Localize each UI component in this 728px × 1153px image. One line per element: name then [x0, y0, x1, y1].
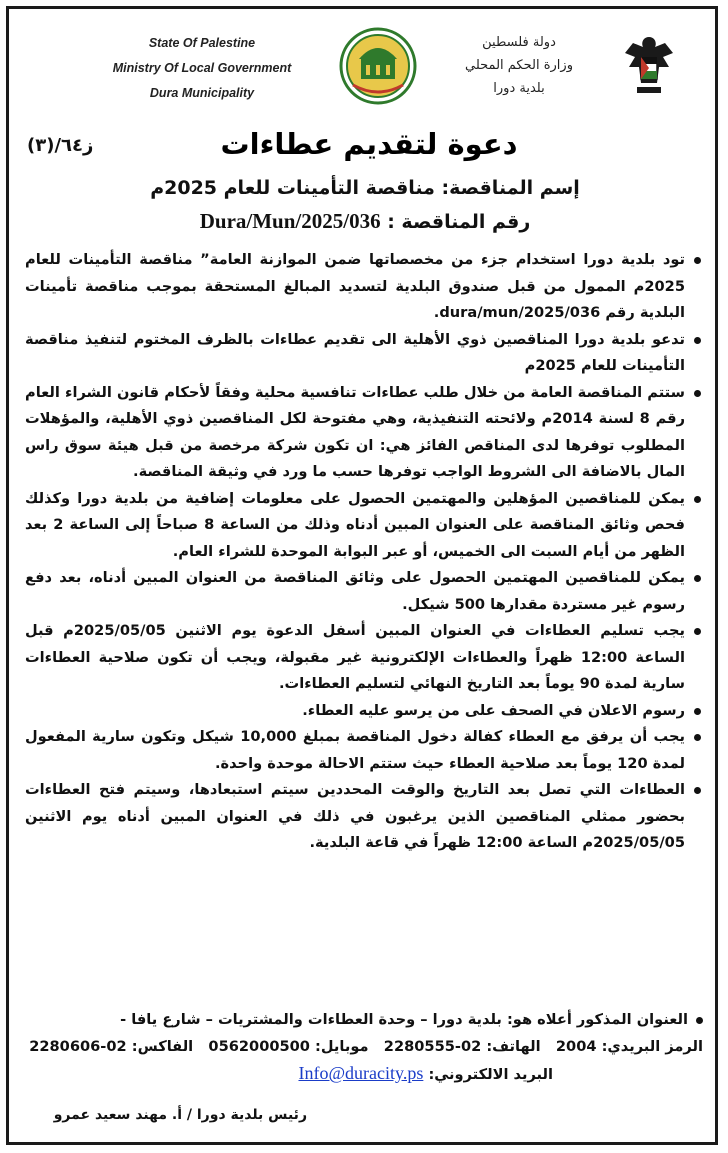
- tender-number-value: Dura/Mun/2025/036: [199, 209, 381, 233]
- signature-line: رئيس بلدية دورا / أ. مهند سعيد عمرو: [53, 1107, 307, 1123]
- title-row: [9, 127, 721, 171]
- contact-email-row: [25, 1060, 703, 1089]
- address-text: العنوان المذكور أعلاه هو: بلدية دورا – وحدة العطاءات والمشتريات – شارع يافا -: [120, 1011, 688, 1028]
- list-item: تود بلدية دورا استخدام جزء من مخصصاتها ضمن الموازنة العامة” مناقصة التأمينات للعام 2025م الممول من قبل صندوق البلدية لتسديد المبالغ المستحقة بموجب مناقصة تأمينات البلدية رقم dura/mun/2025/036.: [25, 247, 703, 327]
- dura-municipality-emblem-icon: [339, 27, 417, 105]
- list-item: العطاءات التي تصل بعد التاريخ والوقت المحددين سيتم استبعادها، وسيتم فتح العطاءات بحضور ممثلي المناقصين الذين يرغبون في ذلك في العنوان المبين أدناه يوم الاثنين 2025/05/05م الساعة 12:00 ظهراً في قاعة البلدية.: [25, 777, 703, 857]
- list-item: ستتم المناقصة العامة من خلال طلب عطاءات تنافسية محلية وفقاً لأحكام قانون الشراء العام رقم 8 لسنة 2014م ولائحته التنفيذية، وهي مفتوحة لكل المناقصين ذوي الأهلية، والمؤهلات المطلوب توفرها لدى المناقص الفائز هي: ان تكون شركة مرخصة من قبل هيئة سوق راس المال بالاضافة الى الشروط الواجب توفرها حسب ما ورد في وثيقة المناقصة.: [25, 380, 703, 486]
- bullet-icon: [696, 1017, 703, 1024]
- page-title: دعوة لتقديم عطاءات: [220, 127, 518, 161]
- email-link[interactable]: Info@duracity.ps: [298, 1063, 424, 1083]
- list-item: يجب تسليم العطاءات في العنوان المبين أسفل الدعوة يوم الاثنين 2025/05/05م قبل الساعة 12:00 ظهراً والعطاءات الإلكترونية غير مقبولة، ويجب أن تكون صلاحية العطاءات سارية لمدة 90 يوماً بعد التاريخ النهائي لتسليم العطاءات.: [25, 618, 703, 698]
- letterhead-arabic: [439, 31, 599, 100]
- en-ministry-line: Ministry Of Local Government: [112, 61, 292, 75]
- en-municipality-line: Dura Municipality: [149, 86, 255, 100]
- list-item: يمكن للمناقصين المؤهلين والمهتمين الحصول على معلومات إضافية من بلدية دورا وكذلك فحص وثائق المناقصة على العنوان المبين أدناه وذلك من الساعة 8 صباحاً إلى الساعة 2 بعد الظهر من أيام السبت الى الخميس، أو عبر البوابة الموحدة للشراء العام.: [25, 486, 703, 566]
- advertisement-frame: [6, 6, 718, 1145]
- list-item: يجب أن يرفق مع العطاء كفالة دخول المناقصة بمبلغ 10,000 شيكل وتكون سارية المفعول لمدة 120 يوماً بعد صلاحية العطاء حيث ستتم الاحالة موحدة واحدة.: [25, 724, 703, 777]
- mobile: موبايل: 0562000500: [208, 1037, 369, 1055]
- tender-name: إسم المناقصة: مناقصة التأمينات للعام 2025م: [150, 177, 580, 199]
- contact-address: [25, 1007, 703, 1034]
- letterhead: [9, 9, 721, 119]
- tender-number: [49, 209, 681, 234]
- list-item: تدعو بلدية دورا المناقصين ذوي الأهلية الى تقديم عطاءات بالظرف المختوم لتنفيذ مناقصة التأمينات للعام 2025م: [25, 327, 703, 380]
- tender-number-label: رقم المناقصة :: [387, 211, 531, 233]
- fax: الفاكس: 02-2280606: [29, 1037, 194, 1055]
- ar-state-line: دولة فلسطين: [482, 35, 556, 50]
- contact-numbers: [25, 1034, 703, 1061]
- po-box: الرمز البريدي: 2004: [555, 1037, 703, 1055]
- phone: الهاتف: 02-2280555: [383, 1037, 541, 1055]
- palestine-eagle-emblem-icon: [619, 31, 679, 103]
- ar-ministry-line: وزارة الحكم المحلي: [465, 58, 573, 73]
- tender-conditions-list: [25, 247, 703, 857]
- email-label: البريد الالكتروني:: [428, 1066, 553, 1083]
- contact-block: [25, 1007, 703, 1089]
- list-item: يمكن للمناقصين المهتمين الحصول على وثائق المناقصة من العنوان المبين أدناه، بعد دفع رسوم غير مستردة مقدارها 500 شيكل.: [25, 565, 703, 618]
- ar-municipality-line: بلدية دورا: [493, 81, 545, 96]
- letterhead-english: [67, 31, 337, 106]
- list-item: رسوم الاعلان في الصحف على من يرسو عليه العطاء.: [25, 698, 703, 725]
- en-state-line: State Of Palestine: [148, 36, 256, 50]
- reference-code: ز٦٤/(٣): [27, 135, 94, 156]
